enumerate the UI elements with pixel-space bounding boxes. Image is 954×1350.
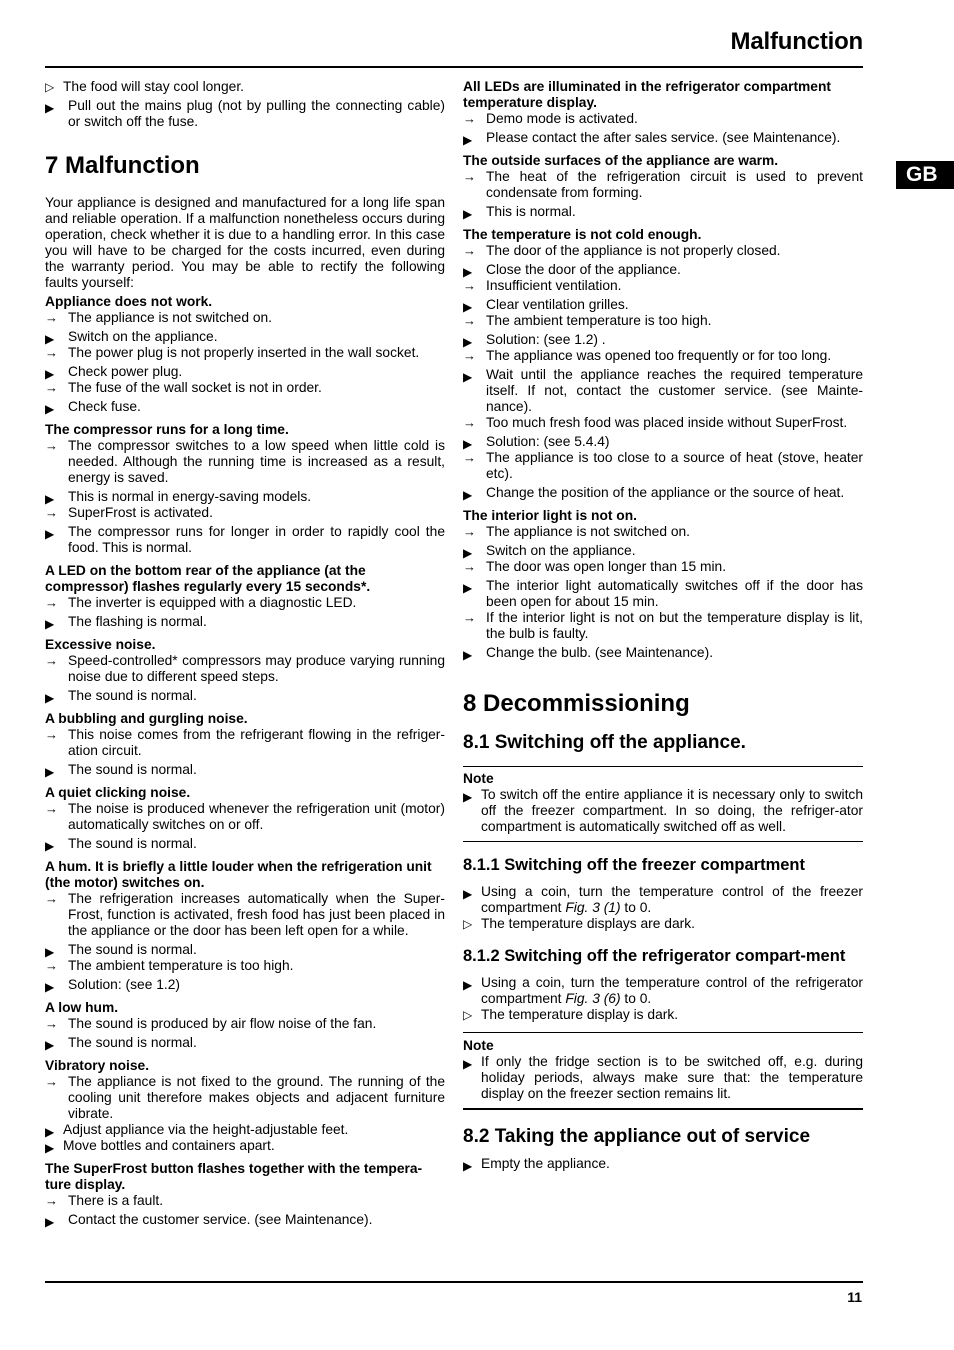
- step-empty-text: Empty the appliance.: [481, 1156, 610, 1171]
- arrow-bullet-icon: →: [45, 653, 58, 668]
- list-item-text: The sound is produced by air flow noise of the fan.: [68, 1016, 377, 1031]
- language-tab: GB: [896, 161, 954, 189]
- list-item: [45, 1138, 445, 1154]
- list-item: [463, 130, 863, 146]
- figure-reference: Fig. 3 (6): [565, 991, 621, 1006]
- fault-heading: A LED on the bottom rear of the appliance (at the compressor) flashes regularly every 15 seconds*.: [45, 563, 371, 594]
- triangle-bullet-icon: ▶: [463, 207, 473, 221]
- arrow-bullet-icon: →: [45, 1193, 58, 1208]
- list-item: [45, 1016, 445, 1032]
- list-item-text: Switch on the appliance.: [486, 543, 636, 558]
- fault-group: [463, 227, 863, 501]
- list-item: [45, 438, 445, 486]
- arrow-bullet-icon: →: [463, 450, 476, 465]
- note-1-text: To switch off the entire appliance it is necessary only to switch off the freezer compartment. In so doing, the refriger-ator compartment is automatically switched off as well.: [481, 787, 863, 834]
- list-item: [45, 1074, 445, 1122]
- step-fridge-off: [463, 975, 863, 1007]
- note-1-item: [463, 787, 863, 835]
- triangle-bullet-icon: ▶: [463, 335, 473, 349]
- list-item-text: Change the position of the appliance or the source of heat.: [486, 485, 845, 500]
- list-item: [463, 524, 863, 540]
- list-item-text: Clear ventilation grilles.: [486, 297, 629, 312]
- list-item: [463, 204, 863, 220]
- section-8-1-2-title: 8.1.2 Switching off the refrigerator compart-ment: [463, 947, 846, 965]
- list-item-text: The appliance is too close to a source of heat (stove, heater etc).: [486, 450, 863, 481]
- arrow-bullet-icon: →: [45, 380, 58, 395]
- list-item: [463, 111, 863, 127]
- triangle-bullet-icon: ▶: [463, 1057, 473, 1071]
- pre-items: [45, 79, 445, 130]
- list-item-text: The sound is normal.: [68, 942, 197, 957]
- arrow-bullet-icon: →: [463, 348, 476, 363]
- step-empty-appliance: [463, 1156, 863, 1172]
- list-item: [463, 313, 863, 329]
- arrow-bullet-icon: →: [463, 415, 476, 430]
- arrow-bullet-icon: →: [45, 345, 58, 360]
- list-item: [45, 489, 445, 505]
- list-item: [45, 1193, 445, 1209]
- list-item: [45, 364, 445, 380]
- step-freezer-text-a: Using a coin, turn the temperature control of the freezer compartment: [481, 884, 863, 915]
- list-item-text: The inverter is equipped with a diagnostic LED.: [68, 595, 357, 610]
- list-item: [45, 801, 445, 833]
- list-item-text: The door of the appliance is not properly closed.: [486, 243, 781, 258]
- fault-group: [45, 422, 445, 556]
- list-item: [463, 450, 863, 482]
- fault-group: [463, 153, 863, 220]
- list-item-text: Pull out the mains plug (not by pulling the connecting cable) or switch off the fuse.: [68, 98, 445, 129]
- result-freezer-text: The temperature displays are dark.: [481, 916, 695, 931]
- triangle-bullet-icon: ▶: [463, 648, 473, 662]
- list-item-text: The ambient temperature is too high.: [486, 313, 712, 328]
- note-1-bottom-rule: [463, 841, 863, 842]
- fault-group: [463, 79, 863, 146]
- list-item-text: The sound is normal.: [68, 1035, 197, 1050]
- triangle-bullet-icon: ▶: [45, 691, 55, 705]
- fault-heading: The outside surfaces of the appliance are warm.: [463, 153, 779, 168]
- arrow-bullet-icon: →: [45, 958, 58, 973]
- list-item: [45, 688, 445, 704]
- left-fault-groups: [45, 294, 445, 1228]
- triangle-bullet-icon: ▶: [45, 1215, 55, 1229]
- list-item: [45, 653, 445, 685]
- list-item-text: The sound is normal.: [68, 836, 197, 851]
- fault-group: [45, 1161, 445, 1228]
- triangle-bullet-icon: ▶: [45, 332, 55, 346]
- section-8-1-title: 8.1 Switching off the appliance.: [463, 732, 746, 753]
- triangle-bullet-icon: ▶: [463, 300, 473, 314]
- list-item-text: This is normal in energy-saving models.: [68, 489, 312, 504]
- list-item: [45, 505, 445, 521]
- list-item: [45, 891, 445, 939]
- arrow-bullet-icon: →: [45, 727, 58, 742]
- arrow-bullet-icon: →: [463, 111, 476, 126]
- list-item: [45, 524, 445, 556]
- triangle-bullet-icon: ▶: [45, 945, 55, 959]
- arrow-bullet-icon: →: [45, 1074, 58, 1089]
- note-2-label: Note: [463, 1038, 494, 1053]
- arrow-bullet-icon: →: [45, 310, 58, 325]
- step-fridge-text-b: to 0.: [624, 991, 652, 1006]
- open-triangle-bullet-icon: ▷: [463, 1008, 473, 1022]
- list-item: [463, 434, 863, 450]
- page-number: 11: [847, 1289, 862, 1305]
- right-column: [463, 79, 863, 1172]
- section-7-intro: Your appliance is designed and manufactured for a long life span and reliable operation. If a malfunction nonetheless occurs during operation, check whether it is due to a handling error. In this case you will have to be charged for the costs incurred, even during the warranty period. You may be able to rectify the following faults yourself:: [45, 195, 445, 290]
- list-item-text: Wait until the appliance reaches the required temperature itself. If not, contact the customer service. (see Mainte-nance).: [486, 367, 863, 414]
- list-item-text: The appliance was opened too frequently or for too long.: [486, 348, 832, 363]
- triangle-bullet-icon: ▶: [463, 1159, 473, 1173]
- triangle-bullet-icon: ▶: [463, 265, 473, 279]
- list-item: [45, 345, 445, 361]
- fault-group: [45, 563, 445, 630]
- section-8-2-title: 8.2 Taking the appliance out of service: [463, 1126, 811, 1147]
- arrow-bullet-icon: →: [463, 610, 476, 625]
- triangle-bullet-icon: ▶: [463, 437, 473, 451]
- section-8-title: 8 Decommissioning: [463, 690, 690, 717]
- list-item-text: Solution: (see 1.2): [68, 977, 180, 992]
- fault-group: [45, 1058, 445, 1154]
- list-item-text: This is normal.: [486, 204, 576, 219]
- list-item-text: This noise comes from the refrigerant flowing in the refriger-ation circuit.: [68, 727, 445, 758]
- open-triangle-bullet-icon: ▷: [45, 80, 55, 94]
- list-item: [45, 614, 445, 630]
- fault-group: [45, 294, 445, 415]
- list-item: [463, 485, 863, 501]
- list-item: [45, 958, 445, 974]
- list-item-text: The compressor switches to a low speed when little cold is needed. Although the running time is increased as a result, energy is saved.: [68, 438, 445, 485]
- list-item-text: There is a fault.: [68, 1193, 164, 1208]
- list-item-text: Check power plug.: [68, 364, 183, 379]
- header-rule: [45, 66, 863, 68]
- list-item-text: The door was open longer than 15 min.: [486, 559, 727, 574]
- list-item: [45, 942, 445, 958]
- list-item-text: Please contact the after sales service. (see Maintenance).: [486, 130, 841, 145]
- arrow-bullet-icon: →: [463, 559, 476, 574]
- arrow-bullet-icon: →: [463, 313, 476, 328]
- triangle-bullet-icon: ▶: [463, 887, 473, 901]
- list-item-text: Speed-controlled* compressors may produce varying running noise due to different speed steps.: [68, 653, 445, 684]
- list-item-text: SuperFrost is activated.: [68, 505, 213, 520]
- list-item: [463, 348, 863, 364]
- fault-group: [45, 785, 445, 852]
- triangle-bullet-icon: ▶: [463, 790, 473, 804]
- list-item-text: The ambient temperature is too high.: [68, 958, 294, 973]
- list-item: [463, 415, 863, 431]
- list-item-text: If the interior light is not on but the temperature display is lit, the bulb is faulty.: [486, 610, 863, 641]
- triangle-bullet-icon: ▶: [45, 1125, 55, 1139]
- list-item-text: Check fuse.: [68, 399, 141, 414]
- list-item-text: The compressor runs for longer in order to rapidly cool the food. This is normal.: [68, 524, 445, 555]
- list-item: [463, 243, 863, 259]
- list-item-text: The heat of the refrigeration circuit is used to prevent condensate from forming.: [486, 169, 863, 200]
- list-item-text: The refrigeration increases automatically when the Super-Frost, function is activated, fresh food has just been placed in the appliance or the door has been left open for a while.: [68, 891, 445, 938]
- list-item: [463, 610, 863, 642]
- list-item: [45, 595, 445, 611]
- list-item: [463, 278, 863, 294]
- triangle-bullet-icon: ▶: [45, 492, 55, 506]
- list-item: [45, 977, 445, 993]
- list-item: [463, 578, 863, 610]
- fault-heading: The interior light is not on.: [463, 508, 637, 523]
- triangle-bullet-icon: ▶: [45, 980, 55, 994]
- triangle-bullet-icon: ▶: [45, 839, 55, 853]
- list-item-text: Solution: (see 5.4.4): [486, 434, 610, 449]
- list-item-text: Adjust appliance via the height-adjustable feet.: [63, 1122, 349, 1137]
- fault-group: [45, 859, 445, 993]
- list-item: [463, 297, 863, 313]
- list-item-text: Demo mode is activated.: [486, 111, 638, 126]
- arrow-bullet-icon: →: [45, 595, 58, 610]
- note-1-top-rule: [463, 766, 863, 767]
- list-item-text: Switch on the appliance.: [68, 329, 218, 344]
- list-item: [45, 727, 445, 759]
- list-item: [45, 329, 445, 345]
- fault-heading: A low hum.: [45, 1000, 119, 1015]
- triangle-bullet-icon: ▶: [463, 581, 473, 595]
- fault-group: [463, 508, 863, 661]
- note-2-text: If only the fridge section is to be switched off, e.g. during holiday periods, always make sure that: the temperature display on the freezer section remains lit.: [481, 1054, 863, 1101]
- step-freezer-text-b: to 0.: [624, 900, 652, 915]
- arrow-bullet-icon: →: [45, 801, 58, 816]
- figure-reference: Fig. 3 (1): [565, 900, 621, 915]
- triangle-bullet-icon: ▶: [463, 546, 473, 560]
- result-fridge-off: [463, 1007, 863, 1023]
- list-item-text: The sound is normal.: [68, 762, 197, 777]
- arrow-bullet-icon: →: [463, 278, 476, 293]
- list-item-text: The appliance is not fixed to the ground. The running of the cooling unit therefore makes objects and adjacent furniture vibrate.: [68, 1074, 445, 1121]
- list-item-text: The power plug is not properly inserted in the wall socket.: [68, 345, 420, 360]
- open-triangle-bullet-icon: ▷: [463, 917, 473, 931]
- arrow-bullet-icon: →: [463, 243, 476, 258]
- right-fault-groups: [463, 79, 863, 661]
- page-header-title: Malfunction: [730, 28, 863, 55]
- arrow-bullet-icon: →: [463, 524, 476, 539]
- triangle-bullet-icon: ▶: [463, 133, 473, 147]
- fault-heading: Excessive noise.: [45, 637, 156, 652]
- list-item: [463, 367, 863, 415]
- list-item: [463, 332, 863, 348]
- triangle-bullet-icon: ▶: [45, 617, 55, 631]
- note-1: [463, 771, 863, 835]
- list-item: [463, 543, 863, 559]
- triangle-bullet-icon: ▶: [45, 1038, 55, 1052]
- fault-group: [45, 711, 445, 778]
- arrow-bullet-icon: →: [45, 505, 58, 520]
- section-7-title: 7 Malfunction: [45, 152, 200, 179]
- arrow-bullet-icon: →: [45, 891, 58, 906]
- note-1-label: Note: [463, 771, 494, 786]
- list-item: [45, 1212, 445, 1228]
- list-item: [45, 98, 445, 130]
- fault-heading: The compressor runs for a long time.: [45, 422, 289, 437]
- note-2-top-rule: [463, 1032, 863, 1033]
- fault-group: [45, 637, 445, 704]
- fault-heading: Vibratory noise.: [45, 1058, 150, 1073]
- triangle-bullet-icon: ▶: [45, 765, 55, 779]
- list-item-text: The food will stay cool longer.: [63, 79, 244, 94]
- list-item: [45, 1122, 445, 1138]
- triangle-bullet-icon: ▶: [45, 402, 55, 416]
- result-freezer-off: [463, 916, 863, 932]
- fault-heading: All LEDs are illuminated in the refrigerator compartment temperature display.: [463, 79, 831, 110]
- list-item-text: The appliance is not switched on.: [486, 524, 691, 539]
- triangle-bullet-icon: ▶: [463, 978, 473, 992]
- list-item-text: Change the bulb. (see Maintenance).: [486, 645, 714, 660]
- list-item-text: The interior light automatically switches off if the door has been open for about 15 min.: [486, 578, 863, 609]
- list-item-text: Insufficient ventilation.: [486, 278, 622, 293]
- fault-heading: A bubbling and gurgling noise.: [45, 711, 248, 726]
- list-item: [45, 399, 445, 415]
- list-item-text: The fuse of the wall socket is not in order.: [68, 380, 322, 395]
- triangle-bullet-icon: ▶: [45, 1141, 55, 1155]
- triangle-bullet-icon: ▶: [45, 367, 55, 381]
- triangle-bullet-icon: ▶: [45, 101, 55, 115]
- list-item-text: The sound is normal.: [68, 688, 197, 703]
- triangle-bullet-icon: ▶: [463, 370, 473, 384]
- triangle-bullet-icon: ▶: [463, 488, 473, 502]
- triangle-bullet-icon: ▶: [45, 527, 55, 541]
- left-column: [45, 79, 445, 1228]
- list-item-text: The appliance is not switched on.: [68, 310, 273, 325]
- list-item-text: Solution: (see 1.2) .: [486, 332, 606, 347]
- fault-heading: The SuperFrost button flashes together with the tempera-ture display.: [45, 1161, 423, 1192]
- step-freezer-off: [463, 884, 863, 916]
- list-item-text: The flashing is normal.: [68, 614, 207, 629]
- arrow-bullet-icon: →: [45, 1016, 58, 1031]
- list-item: [45, 380, 445, 396]
- note-2-item: [463, 1054, 863, 1102]
- list-item: [463, 262, 863, 278]
- list-item-text: Move bottles and containers apart.: [63, 1138, 275, 1153]
- list-item: [45, 310, 445, 326]
- list-item: [45, 79, 445, 95]
- fault-group: [45, 1000, 445, 1051]
- fault-heading: The temperature is not cold enough.: [463, 227, 702, 242]
- note-2: [463, 1038, 863, 1102]
- list-item-text: Too much fresh food was placed inside without SuperFrost.: [486, 415, 848, 430]
- list-item: [463, 645, 863, 661]
- list-item: [45, 836, 445, 852]
- section-8-1-1-title: 8.1.1 Switching off the freezer compartment: [463, 856, 805, 874]
- footer-rule: [45, 1281, 863, 1283]
- note-2-bottom-rule: [463, 1108, 863, 1110]
- fault-heading: A hum. It is briefly a little louder when the refrigeration unit (the motor) switches on.: [45, 859, 432, 890]
- list-item-text: Close the door of the appliance.: [486, 262, 681, 277]
- result-fridge-text: The temperature display is dark.: [481, 1007, 679, 1022]
- step-fridge-text-a: Using a coin, turn the temperature control of the refrigerator compartment: [481, 975, 863, 1006]
- fault-heading: A quiet clicking noise.: [45, 785, 191, 800]
- arrow-bullet-icon: →: [463, 169, 476, 184]
- list-item: [463, 169, 863, 201]
- list-item-text: The noise is produced whenever the refrigeration unit (motor) automatically switches on or off.: [68, 801, 445, 832]
- list-item: [45, 762, 445, 778]
- arrow-bullet-icon: →: [45, 438, 58, 453]
- list-item: [45, 1035, 445, 1051]
- list-item: [463, 559, 863, 575]
- list-item-text: Contact the customer service. (see Maintenance).: [68, 1212, 373, 1227]
- fault-heading: Appliance does not work.: [45, 294, 213, 309]
